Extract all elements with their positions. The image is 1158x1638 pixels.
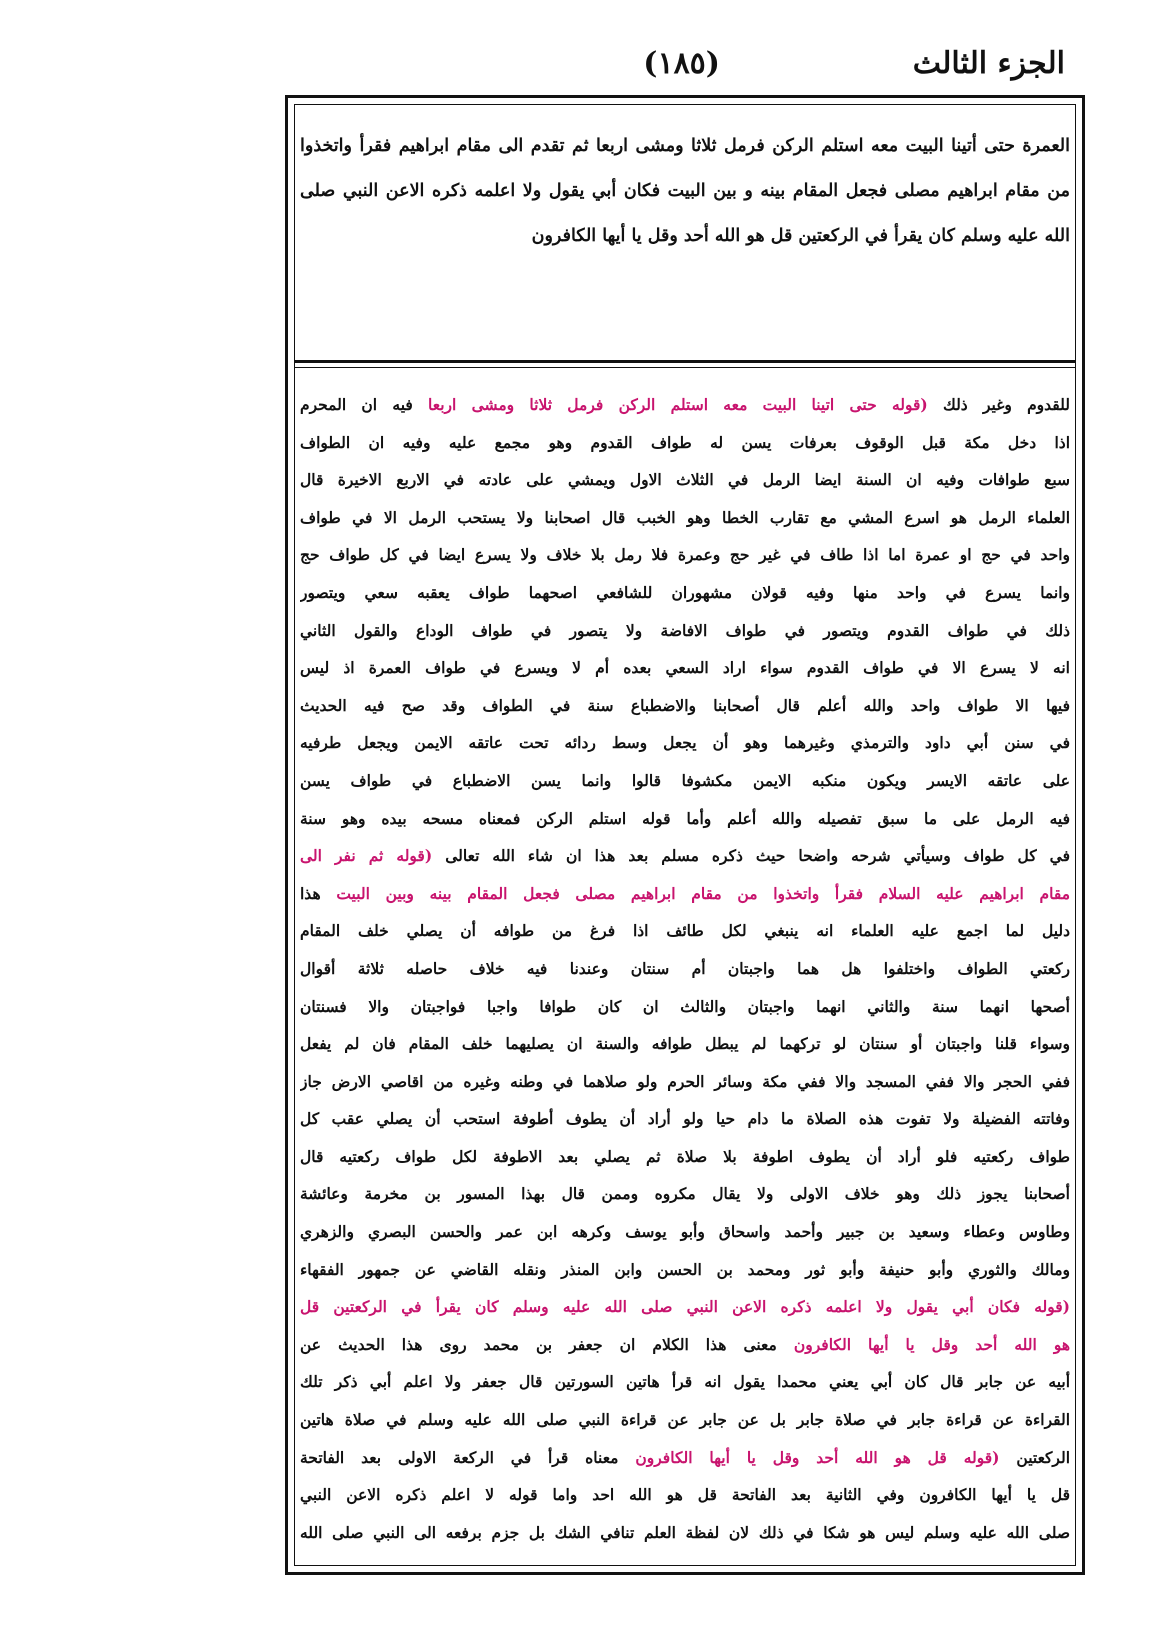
sharh-line [300, 1175, 1070, 1213]
sharh-line [300, 724, 1070, 762]
matn-text: العمرة حتى أتينا البيت معه استلم الركن فرمل ثلاثا ومشى اربعا ثم تقدم الى مقام ابراهيم فقرأ واتخذوا من مقام ابراهيم مصلى فجعل المقام بينه و بين البيت فكان أبي يقول ولا اعلمه ذكره الاعن النبي صلى الله عليه وسلم كان يقرأ في الركعتين قل هو الله أحد وقل يا أيها الكافرون [300, 136, 1070, 246]
sharh-line [300, 1439, 1070, 1477]
commentary-text: ركعتي الطواف واختلفوا هل هما واجبتان أم سنتان وعندنا فيه خلاف حاصله ثلاثة أقوال [300, 958, 1070, 978]
commentary-text: للقدوم وغير ذلك [927, 395, 1070, 414]
sharh-commentary [300, 386, 1070, 1556]
sharh-line [300, 912, 1070, 950]
commentary-text: انه لا يسرع الا في طواف القدوم سواء اراد السعي بعده أم لا ويسرع في طواف العمرة اذ ليس [300, 658, 1070, 678]
commentary-text: دليل لما اجمع عليه العلماء انه ينبغي لكل طائف اذا فرغ من طوافه أن يصلي خلف المقام [300, 921, 1070, 941]
commentary-text: وطاوس وعطاء وسعيد بن جبير وأحمد واسحاق وأبو يوسف وكرهه ابن عمر والحسن البصري والزهري [300, 1222, 1070, 1242]
commentary-text: فيه الرمل على ما سبق تفصيله والله أعلم وأما قوله استلم الركن فمعناه مسحه بيده وهو سنة [300, 808, 1070, 828]
commentary-text: على عاتقه الايسر ويكون منكبه الايمن مكشوفا قالوا وانما يسن الاضطباع في طواف يسن [300, 770, 1070, 790]
commentary-text: ومالك والثوري وأبو حنيفة وأبو ثور ومحمد بن الحسن وابن المنذر ونقله القاضي عن جمهور الفقهاء [300, 1259, 1070, 1279]
sharh-line [300, 1514, 1070, 1552]
commentary-text: صلى الله عليه وسلم ليس هو شكا في ذلك لان لفظة العلم تنافي الشك بل جزم برفعه الى النبي صلى الله [300, 1522, 1070, 1542]
sharh-line [300, 1025, 1070, 1063]
sharh-line [300, 762, 1070, 800]
commentary-text: اذا دخل مكة قبل الوقوف بعرفات يسن له طواف القدوم وهو مجمع عليه وفيه ان الطواف [300, 432, 1070, 452]
commentary-text: في سنن أبي داود والترمذي وغيرهما وهو أن يجعل وسط ردائه تحت عاتقه الايمن ويجعل طرفيه [300, 733, 1070, 753]
commentary-text: قل يا أيها الكافرون وفي الثانية بعد الفاتحة قل هو الله احد واما قوله لا اعلم ذكره الاعن النبي [300, 1485, 1070, 1505]
sharh-line [300, 1326, 1070, 1364]
commentary-text: الركعتين [999, 1447, 1070, 1467]
commentary-text: في كل طواف وسيأتي شرحه واضحا حيث ذكره مسلم بعد هذا ان شاء الله تعالى [432, 846, 1070, 866]
page-header [285, 40, 1085, 100]
commentary-text: وانما يسرع في واحد منها وفيه قولان مشهوران للشافعي اصحهما طواف يعقبه سعي ويتصور [300, 582, 1070, 602]
page-number: (١٨٥) [643, 46, 720, 81]
quoted-hadith-text: (قوله ثم نفر الى [300, 846, 433, 866]
part-title: الجزء الثالث [912, 46, 1065, 81]
sharh-line [300, 1100, 1070, 1138]
sharh-line [300, 1288, 1070, 1326]
sharh-line [300, 649, 1070, 687]
commentary-text: طواف ركعتيه فلو أراد أن يطوف اطوفة بلا صلاة ثم يصلي بعد الاطوفة لكل طواف ركعتيه قال [300, 1146, 1070, 1166]
commentary-text: وسواء قلنا واجبتان أو سنتان لو تركهما لم يبطل طوافه والسنة ان يصليهما خلف المقام فان لم يفعل [300, 1034, 1070, 1054]
sharh-line [300, 386, 1070, 424]
commentary-text: أصحابنا يجوز ذلك وهو خلاف الاولى ولا يقال مكروه وممن قال بهذا المسور بن مخرمة وعائشة [300, 1184, 1070, 1204]
quoted-hadith-text: مقام ابراهيم عليه السلام فقرأ واتخذوا من مقام ابراهيم مصلى فجعل المقام بينه وبين البيت [336, 883, 1070, 903]
sharh-line [300, 950, 1070, 988]
commentary-text: القراءة عن قراءة جابر في صلاة جابر بل عن جابر عن قراءة النبي صلى الله عليه وسلم في صلاة هاتين [300, 1410, 1070, 1430]
commentary-text: هذا [300, 883, 337, 903]
page-frame [285, 95, 1085, 1575]
quoted-hadith-text: (قوله قل هو الله أحد وقل يا أيها الكافرون [635, 1447, 1000, 1467]
sharh-line [300, 424, 1070, 462]
sharh-line [300, 837, 1070, 875]
section-divider [294, 360, 1076, 368]
sharh-line [300, 1251, 1070, 1289]
sharh-line [300, 800, 1070, 838]
sharh-line [300, 1401, 1070, 1439]
commentary-text: أبيه عن جابر قال كان أبي يعني محمدا يقول انه قرأ هاتين السورتين قال جعفر ولا اعلم أبي ذكر تلك [300, 1372, 1070, 1392]
commentary-text: ذلك في طواف القدوم ويتصور في طواف الافاضة ولا يتصور في طواف الوداع والقول الثاني [300, 620, 1070, 640]
sharh-line [300, 612, 1070, 650]
sharh-line [300, 574, 1070, 612]
sharh-line [300, 461, 1070, 499]
commentary-text: وفاتته الفضيلة ولا تفوت هذه الصلاة ما دام حيا ولو أراد أن يطوف أطوفة استحب أن يصلي عقب كل [300, 1109, 1070, 1129]
commentary-text: سبع طوافات وفيه ان السنة ايضا الرمل في الثلاث الاول ويمشي على عادته في الاربع الاخيرة قال [300, 470, 1070, 490]
commentary-text: ففي الحجر والا ففي المسجد والا ففي مكة وسائر الحرم ولو صلاهما في وطنه وغيره من اقاصي الارض جاز [300, 1071, 1070, 1091]
sharh-line [300, 988, 1070, 1026]
sharh-line [300, 875, 1070, 913]
sharh-line [300, 687, 1070, 725]
commentary-text: معناه قرأ في الركعة الاولى بعد الفاتحة [300, 1447, 636, 1467]
commentary-text: واحد في حج او عمرة اما اذا طاف في غير حج وعمرة فلا رمل بلا خلاف ولا يسرع ايضا في كل طواف حج [300, 545, 1070, 565]
quoted-hadith-text: (قوله فكان أبي يقول ولا اعلمه ذكره الاعن النبي صلى الله عليه وسلم كان يقرأ في الركعتين قل [300, 1297, 1070, 1317]
quoted-hadith-text: هو الله أحد وقل يا أيها الكافرون [793, 1334, 1070, 1354]
sharh-line [300, 536, 1070, 574]
quoted-hadith-text: (قوله حتى اتينا البيت معه استلم الركن فرمل ثلاثا ومشى اربعا [428, 395, 928, 414]
sharh-line [300, 1138, 1070, 1176]
sharh-line [300, 499, 1070, 537]
sharh-line [300, 1476, 1070, 1514]
sharh-line [300, 1063, 1070, 1101]
commentary-text: فيها الا طواف واحد والله أعلم قال أصحابنا والاضطباع سنة في الطواف وقد صح فيه الحديث [300, 695, 1070, 715]
commentary-text: معنى هذا الكلام ان جعفر بن محمد روى هذا الحديث عن [300, 1334, 794, 1354]
commentary-text: أصحها انهما سنة والثاني انهما واجبتان والثالث ان كان طوافا واجبا فواجبتان والا فسنتان [300, 996, 1070, 1016]
sharh-line [300, 1363, 1070, 1401]
commentary-text: فيه ان المحرم [300, 395, 429, 414]
commentary-text: العلماء الرمل هو اسرع المشي مع تقارب الخطا وهو الخبب قال اصحابنا ولا يستحب الرمل الا في طواف [300, 507, 1070, 527]
sharh-line [300, 1213, 1070, 1251]
